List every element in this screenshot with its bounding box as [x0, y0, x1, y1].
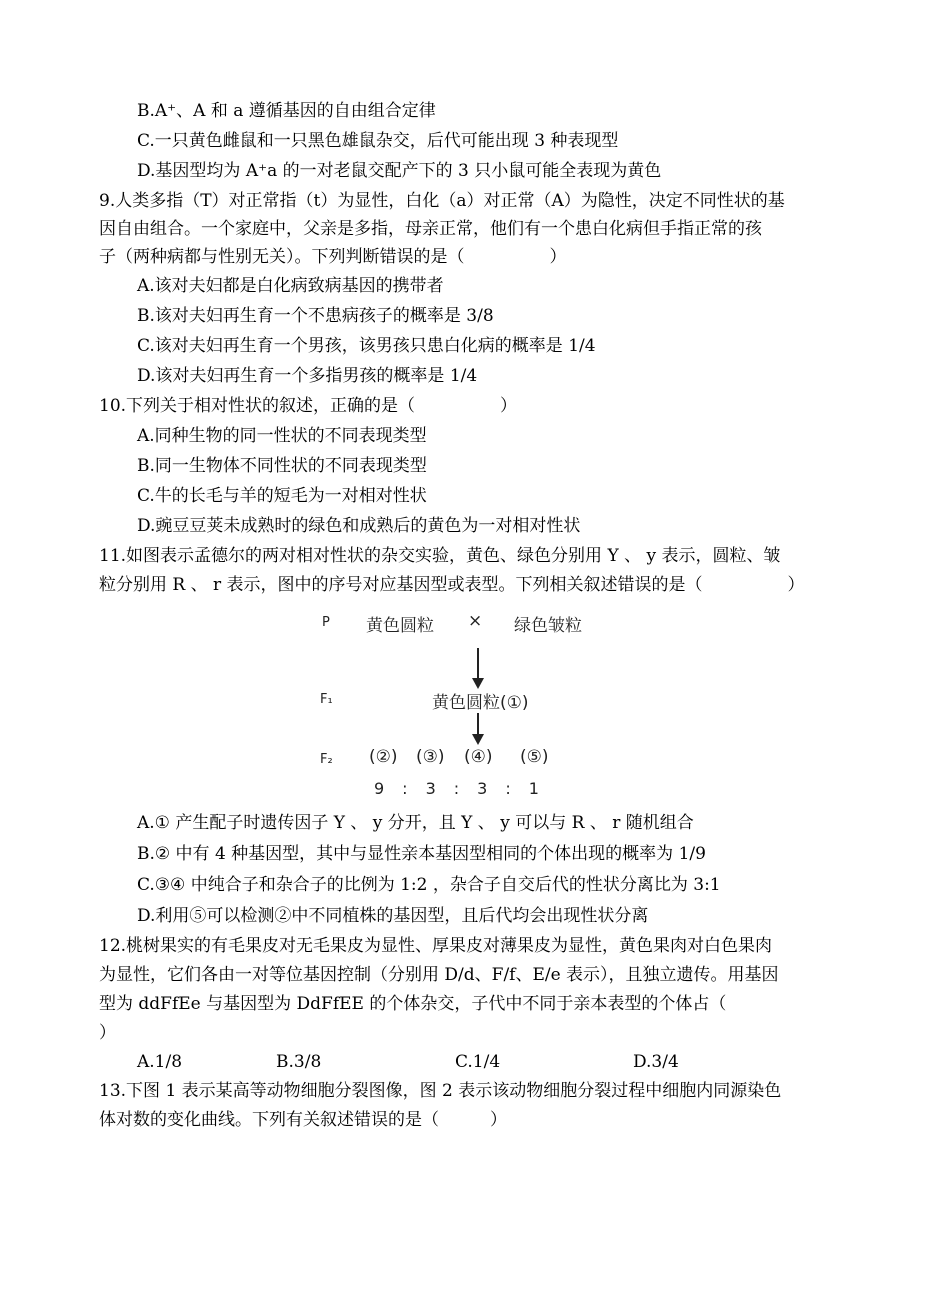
generation-label-f1: F₁: [320, 692, 333, 707]
q13-stem-line-2: 体对数的变化曲线。下列有关叙述错误的是（ ）: [99, 1110, 507, 1130]
parent-yellow-round: 黄色圆粒: [366, 616, 434, 636]
q11-option-d: D.利用⑤可以检测②中不同植株的基因型，且后代均会出现性状分离: [137, 906, 649, 926]
q11-stem-line-2: 粒分别用 R 、 r 表示，图中的序号对应基因型或表型。下列相关叙述错误的是（ ）: [99, 575, 805, 595]
q12-option-c: C.1/4: [455, 1052, 501, 1072]
f2-ratio: 9 : 3 : 3 : 1: [374, 779, 540, 798]
q10-option-d: D.豌豆豆荚未成熟时的绿色和成熟后的黄色为一对相对性状: [137, 516, 581, 536]
q8-option-d: D.基因型均为 A⁺a 的一对老鼠交配产下的 3 只小鼠可能全表现为黄色: [137, 161, 662, 181]
q10-option-b: B.同一生物体不同性状的不同表现类型: [137, 456, 427, 476]
q9-stem-line-2: 因自由组合。一个家庭中，父亲是多指，母亲正常，他们有一个患白化病但手指正常的孩: [99, 219, 762, 239]
q11-stem-line-1: 11.如图表示孟德尔的两对相对性状的杂交实验，黄色、绿色分别用 Y 、 y 表示，圆粒、皱: [99, 546, 781, 566]
f2-label-3: (③): [416, 747, 445, 767]
q11-option-a: A.① 产生配子时遗传因子 Y 、 y 分开，且 Y 、 y 可以与 R 、 r 随机组合: [137, 813, 694, 833]
q11-option-c: C.③④ 中纯合子和杂合子的比例为 1:2 ，杂合子自交后代的性状分离比为 3:1: [137, 875, 721, 895]
q9-option-a: A.该对夫妇都是白化病致病基因的携带者: [137, 276, 444, 296]
f1-yellow-round: 黄色圆粒(①): [432, 693, 529, 713]
f2-label-5: (⑤): [520, 747, 549, 767]
q12-stem-line-2: 为显性，它们各由一对等位基因控制（分别用 D/d、F/f、E/e 表示），且独立遗传。用基因: [99, 965, 779, 985]
q12-stem-line-1: 12.桃树果实的有毛果皮对无毛果皮为显性、厚果皮对薄果皮为显性，黄色果肉对白色果肉: [99, 936, 773, 956]
q11-option-b: B.② 中有 4 种基因型，其中与显性亲本基因型相同的个体出现的概率为 1/9: [137, 844, 706, 864]
q10-option-c: C.牛的长毛与羊的短毛为一对相对性状: [137, 486, 427, 506]
q13-stem-line-1: 13.下图 1 表示某高等动物细胞分裂图像，图 2 表示该动物细胞分裂过程中细胞内同源染色: [99, 1081, 782, 1101]
q10-option-a: A.同种生物的同一性状的不同表现类型: [137, 426, 427, 446]
q10-stem: 10.下列关于相对性状的叙述，正确的是（ ）: [99, 396, 518, 416]
q12-stem-line-3: 型为 ddFfEe 与基因型为 DdFfEE 的个体杂交，子代中不同于亲本表型的个体占（: [99, 994, 727, 1014]
q9-option-b: B.该对夫妇再生育一个不患病孩子的概率是 3/8: [137, 306, 494, 326]
q12-option-d: D.3/4: [633, 1052, 679, 1072]
q8-option-b: B.A⁺、A 和 a 遵循基因的自由组合定律: [137, 101, 436, 121]
arrow-f1-to-f2-head: [472, 734, 484, 745]
f2-label-4: (④): [464, 747, 493, 767]
q12-option-b: B.3/8: [276, 1052, 322, 1072]
q8-option-c: C.一只黄色雌鼠和一只黑色雄鼠杂交，后代可能出现 3 种表现型: [137, 131, 619, 151]
generation-label-f2: F₂: [320, 752, 333, 767]
q12-stem-line-4: ）: [99, 1023, 116, 1043]
q9-stem-line-1: 9.人类多指（T）对正常指（t）为显性，白化（a）对正常（A）为隐性，决定不同性状的基: [99, 191, 785, 211]
parent-green-wrinkled: 绿色皱粒: [514, 616, 582, 636]
cross-symbol: ×: [468, 611, 483, 631]
q12-option-a: A.1/8: [137, 1052, 183, 1072]
f2-label-2: (②): [369, 747, 398, 767]
generation-label-p: P: [322, 615, 330, 630]
q9-option-c: C.该对夫妇再生育一个男孩，该男孩只患白化病的概率是 1/4: [137, 336, 596, 356]
q9-option-d: D.该对夫妇再生育一个多指男孩的概率是 1/4: [137, 366, 478, 386]
q9-stem-line-3: 子（两种病都与性别无关）。下列判断错误的是（ ）: [99, 247, 567, 267]
